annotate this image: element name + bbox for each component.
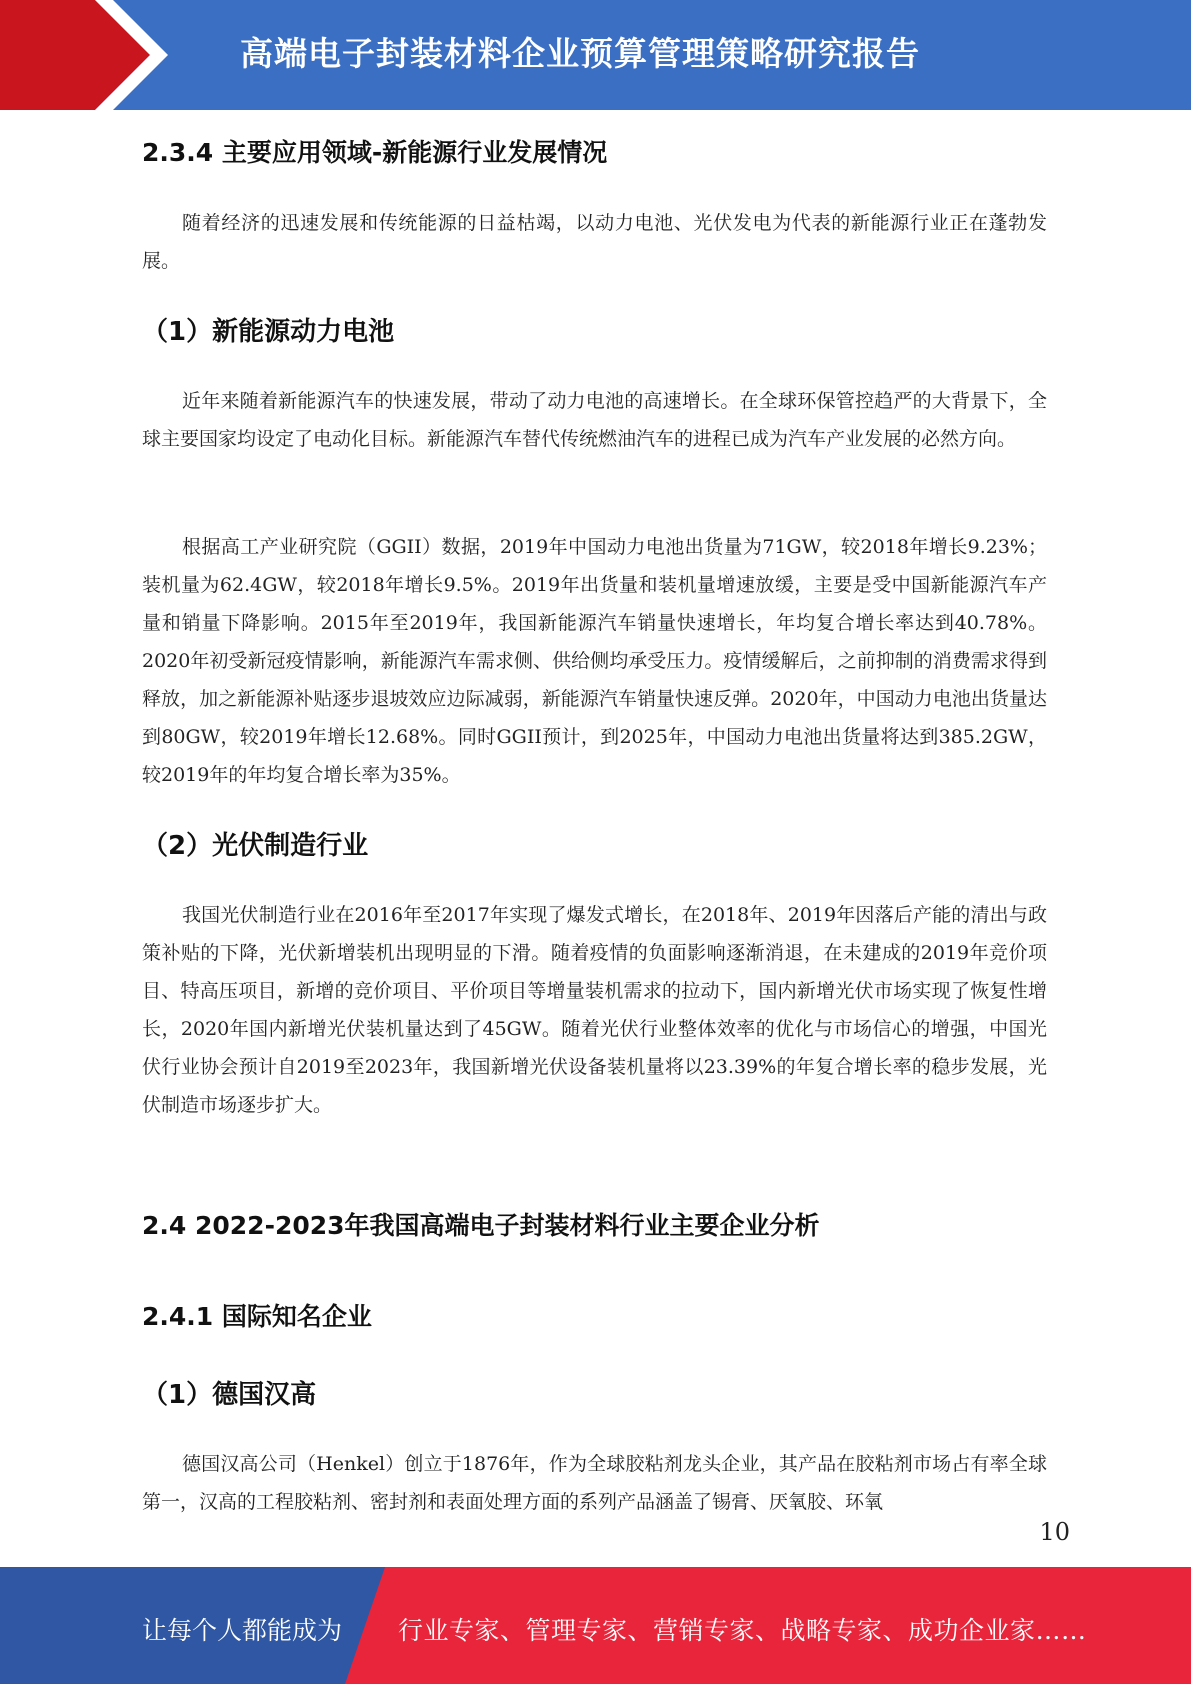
subsection-heading-pv: （2）光伏制造行业 [142,831,369,861]
section-heading-2-4-1: 2.4.1 国际知名企业 [142,1302,372,1331]
header-banner [0,0,1191,110]
footer-slogan-right: 行业专家、管理专家、营销专家、战略专家、成功企业家…… [398,1616,1087,1645]
page-number: 10 [1039,1518,1070,1546]
subsection-heading-battery: （1）新能源动力电池 [142,317,395,347]
paragraph-battery-2: 根据高工产业研究院（GGII）数据，2019年中国动力电池出货量为71GW，较2018年增长9.23%；装机量为62.4GW，较2018年增长9.5%。2019年出货量和装机量增速放缓，主要是受中国新能源汽车产量和销量下降影响。2015年至2019年，我国新能源汽车销量快速增长，年均复合增长率达到40.78%。2020年初受新冠疫情影响，新能源汽车需求侧、供给侧均承受压力。疫情缓解后，之前抑制的消费需求得到释放，加之新能源补贴逐步退坡效应边际减弱，新能源汽车销量快速反弹。2020年，中国动力电池出货量达到80GW，较2019年增长12.68%。同时GGII预计，到2025年，中国动力电池出货量将达到385.2GW，较2019年的年均复合增长率为35%。 [142,536,1047,786]
footer-banner [0,1567,1191,1684]
paragraph-pv-1: 我国光伏制造行业在2016年至2017年实现了爆发式增长，在2018年、2019年因落后产能的清出与政策补贴的下降，光伏新增装机出现明显的下滑。随着疫情的负面影响逐渐消退，在未建成的2019年竞价项目、特高压项目，新增的竞价项目、平价项目等增量装机需求的拉动下，国内新增光伏市场实现了恢复性增长，2020年国内新增光伏装机量达到了45GW。随着光伏行业整体效率的优化与市场信心的增强，中国光伏行业协会预计自2019至2023年，我国新增光伏设备装机量将以23.39%的年复合增长率的稳步发展，光伏制造市场逐步扩大。 [142,904,1047,1116]
paragraph-henkel-1: 德国汉高公司（Henkel）创立于1876年，作为全球胶粘剂龙头企业，其产品在胶粘剂市场占有率全球第一，汉高的工程胶粘剂、密封剂和表面处理方面的系列产品涵盖了锡膏、厌氧胶、环氧 [142,1453,1047,1513]
section-heading-2-4: 2.4 2022-2023年我国高端电子封装材料行业主要企业分析 [142,1211,820,1240]
paragraph-battery-1: 近年来随着新能源汽车的快速发展，带动了动力电池的高速增长。在全球环保管控趋严的大背景下，全球主要国家均设定了电动化目标。新能源汽车替代传统燃油汽车的进程已成为汽车产业发展的必然方向。 [142,390,1047,450]
document-title: 高端电子封装材料企业预算管理策略研究报告 [240,34,920,73]
subsection-heading-henkel: （1）德国汉高 [142,1380,317,1410]
paragraph-intro: 随着经济的迅速发展和传统能源的日益枯竭，以动力电池、光伏发电为代表的新能源行业正在蓬勃发展。 [142,212,1047,272]
section-heading-2-3-4: 2.3.4 主要应用领域-新能源行业发展情况 [142,138,608,167]
footer-slogan-left: 让每个人都能成为 [142,1616,343,1645]
